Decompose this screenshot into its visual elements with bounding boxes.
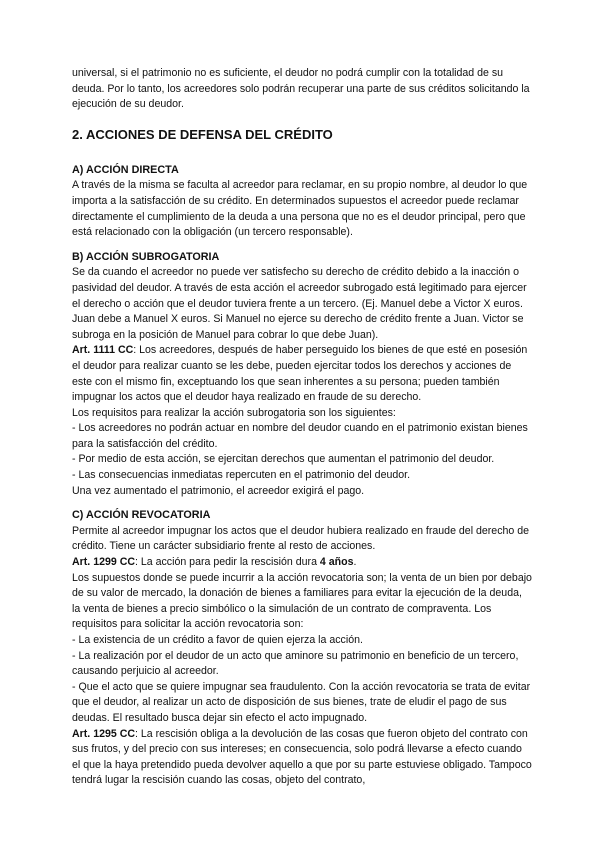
section-a-text: A través de la misma se faculta al acreedor para reclamar, en su propio nombre, al deudor lo que importa a la satisfacción de su crédito. En determinados supuestos el acreedor puede reclamar directamente el cumplimiento de la deuda a una persona que no es el deudor principal, pero que está relacionado con la obligación (un tercero responsable). [72,179,528,239]
section-a-title: A) ACCIÓN DIRECTA [72,163,179,176]
document-page [72,66,532,789]
section-b-requirement-3: - Las consecuencias inmediatas repercuten en el patrimonio del deudor. [72,469,411,482]
article-1299-label: Art. 1299 CC [72,556,135,569]
article-1299-text-a: : La acción para pedir la rescisión dura [135,556,320,569]
section-b-requirement-2: - Por medio de esta acción, se ejercitan derechos que aumentan el patrimonio del deudor. [72,453,495,466]
article-1295-paragraph [72,727,532,789]
section-heading: 2. ACCIONES DE DEFENSA DEL CRÉDITO [72,126,333,142]
section-c-cases: Los supuestos donde se puede incurrir a la acción revocatoria son; la venta de un bien por debajo de su valor de mercado, la donación de bienes a familiares para evitar la ejecución de la deuda, la venta de bienes a precio simbólico o la simulación de un contrato de compraventa. Los requisitos para solicitar la acción revocatoria son: [72,571,532,631]
intro-paragraph: universal, si el patrimonio no es suficiente, el deudor no podrá cumplir con la totalidad de su deuda. Por lo tanto, los acreedores solo podrán recuperar una parte de sus créditos solicitando la ejecución de su deudor. [72,67,530,111]
section-accion-revocatoria [72,508,532,789]
section-b-text: Se da cuando el acreedor no puede ver satisfecho su derecho de crédito debido a la inacción o pasividad del deudor. A través de esta acción el acreedor subrogado está legitimado para ejercer el derecho o acción que el deudor tuviera frente a un tercero. (Ej. Manuel debe a Victor X euros. Juan debe a Manuel X euros. Si Manuel no ejerce su derecho de crédito frente a Juan. Victor se subroga en la posición de Manuel para cobrar lo que debe Juan). [72,266,527,341]
section-b-requirements-intro: Los requisitos para realizar la acción subrogatoria son los siguientes: [72,406,396,419]
article-1299-duration: 4 años [319,556,354,569]
section-c-requirement-2: - La realización por el deudor de un acto que aminore su patrimonio en beneficio de un tercero, causando perjuicio al acreedor. [72,649,519,678]
section-c-requirement-1: - La existencia de un crédito a favor de quien ejerza la acción. [72,634,363,646]
section-accion-subrogatoria [72,250,532,500]
section-b-requirement-1: - Los acreedores no podrán actuar en nombre del deudor cuando en el patrimonio existan bienes para la satisfacción del crédito. [72,422,528,450]
section-b-closing: Una vez aumentado el patrimonio, el acreedor exigirá el pago. [72,484,365,497]
section-accion-directa [72,163,532,241]
section-c-text: Permite al acreedor impugnar los actos que el deudor hubiera realizado en fraude del derecho de crédito. Tiene un carácter subsidiario frente al resto de acciones. [72,524,529,553]
article-1295-text: : La rescisión obliga a la devolución de las cosas que fueron objeto del contrato con sus frutos, y del precio con sus intereses; en consecuencia, solo podrá llevarse a efecto cuando el que la haya pretendido pueda devolver aquello a que por su parte estuviese obligado. Tampoco tendrá lugar la rescisión cuando las cosas, objeto del contrato, [72,727,532,787]
section-b-title: B) ACCIÓN SUBROGATORIA [72,250,220,263]
article-1111-label: Art. 1111 CC [72,344,134,357]
article-1299-paragraph [72,555,532,571]
article-1111-paragraph [72,343,532,405]
section-c-title: C) ACCIÓN REVOCATORIA [72,509,211,522]
section-c-requirement-3: - Que el acto que se quiere impugnar sea fraudulento. Con la acción revocatoria se trata de evitar que el deudor, al realizar un acto de disposición de sus bienes, trate de eludir el pago de sus deudas. El resultado busca dejar sin efecto el acto impugnado. [72,680,531,724]
article-1295-label: Art. 1295 CC [72,727,135,740]
article-1299-text-b: . [353,556,357,569]
article-1111-text: : Los acreedores, después de haber perseguido los bienes de que esté en posesión el deudor para realizar cuanto se les debe, pueden ejercitar todos los derechos y acciones de este con el mismo fin, exceptuando los que sean inherentes a su persona; pueden también impugnar los actos que el deudor haya realizado en fraude de su derecho. [72,344,528,404]
